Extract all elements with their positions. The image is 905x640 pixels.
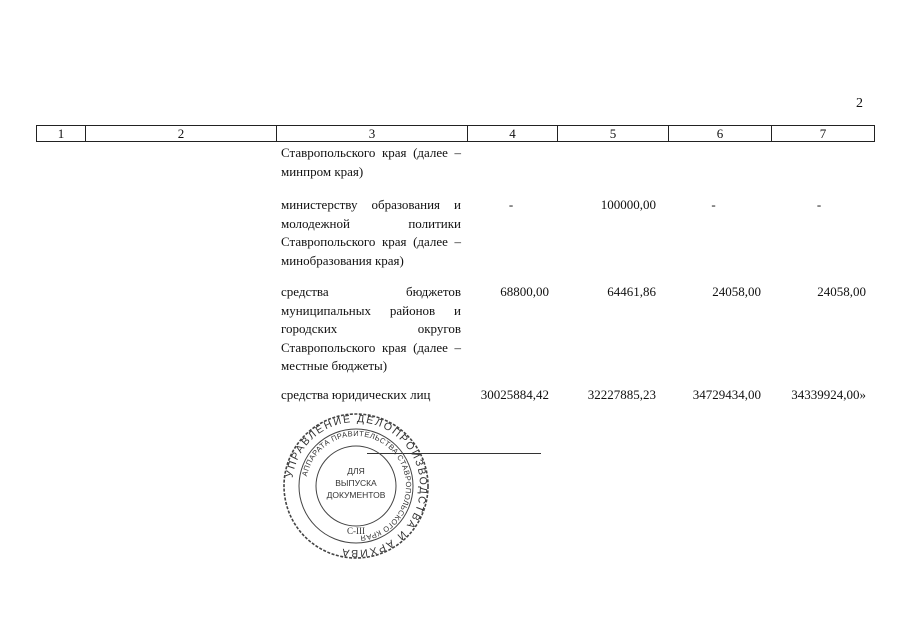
official-stamp (280, 410, 432, 562)
column-header-7: 7 (772, 126, 875, 142)
page-number: 2 (856, 96, 863, 111)
row-legal-col5: 32227885,23 (587, 387, 656, 402)
row-description-legal-entities: средства юридических лиц (281, 387, 431, 402)
column-header-2: 2 (86, 126, 277, 142)
stamp-center-line-2: ВЫПУСКА (335, 478, 377, 488)
row-local-col4: 68800,00 (500, 284, 549, 299)
column-header-3: 3 (277, 126, 468, 142)
row-legal-col4: 30025884,42 (480, 387, 549, 402)
row-minobr-col4: - (508, 197, 514, 212)
row-minobr-col5: 100000,00 (600, 197, 656, 212)
row-description-minobrazovaniya: министерству образования и молодежной политики Ставропольского края (далее – минобразования края) (281, 197, 461, 268)
column-header-1: 1 (37, 126, 86, 142)
column-header-5: 5 (558, 126, 669, 142)
stamp-inner-text: АППАРАТА ПРАВИТЕЛЬСТВА СТАВРОПОЛЬСКОГО КРАЯ (300, 428, 414, 543)
stamp-code: С-III (347, 526, 365, 536)
row-legal-col6: 34729434,00 (692, 387, 761, 402)
row-description-local-budgets: средства бюджетов муниципальных районов и городских округов Ставропольского края (далее – местные бюджеты) (281, 284, 461, 373)
stamp-outer-text: УПРАВЛЕНИЕ ДЕЛОПРОИЗВОДСТВА И АРХИВА (283, 412, 430, 560)
row-local-col5: 64461,86 (607, 284, 656, 299)
row-description-minprom: Ставропольского края (далее – минпром края) (281, 145, 461, 179)
row-legal-col7: 34339924,00» (791, 387, 866, 402)
row-minobr-col7: - (816, 197, 822, 212)
row-local-col6: 24058,00 (712, 284, 761, 299)
row-minobr-col6: - (711, 197, 716, 212)
table-header (36, 125, 875, 142)
row-local-col7: 24058,00 (817, 284, 866, 299)
stamp-center-line-1: ДЛЯ (347, 466, 365, 476)
stamp-center-line-3: ДОКУМЕНТОВ (326, 490, 386, 500)
column-header-6: 6 (669, 126, 772, 142)
column-header-4: 4 (468, 126, 558, 142)
